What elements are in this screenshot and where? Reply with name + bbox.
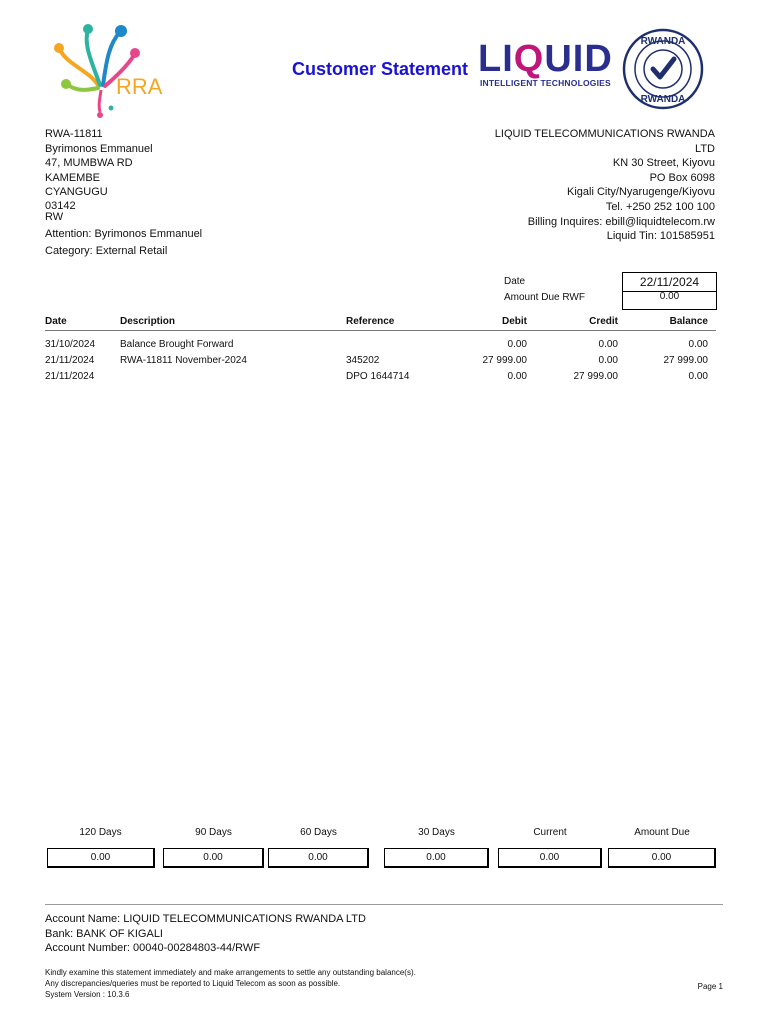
- amount-due-label: Amount Due RWF: [504, 292, 585, 303]
- customer-address-line: KAMEMBE: [45, 171, 101, 184]
- company-address-line: Billing Inquires: ebill@liquidtelecom.rw: [527, 215, 715, 228]
- company-address-line: LTD: [695, 142, 715, 155]
- customer-address-line: 47, MUMBWA RD: [45, 157, 133, 170]
- cell-balance: 0.00: [688, 371, 708, 382]
- cell-description: Balance Brought Forward: [120, 339, 234, 350]
- company-address: [495, 127, 715, 244]
- statement-date-label: Date: [504, 276, 526, 287]
- table-row: [45, 369, 716, 385]
- page-number: Page 1: [697, 982, 723, 991]
- liquid-logo-part-b: UID: [544, 38, 613, 80]
- aging-value-current: 0.00: [498, 848, 602, 868]
- transactions-table: [45, 314, 716, 385]
- company-address-line: Tel. +250 252 100 100: [605, 200, 715, 213]
- company-address-line: PO Box 6098: [649, 171, 715, 184]
- company-address-line: KN 30 Street, Kiyovu: [612, 157, 715, 170]
- col-header-debit: Debit: [502, 316, 527, 327]
- col-header-balance: Balance: [669, 316, 708, 327]
- customer-address-line: 03142: [45, 199, 76, 212]
- customer-address-line: RWA-11811: [45, 128, 103, 140]
- rra-logo: [48, 20, 178, 120]
- liquid-logo-part-a: LI: [478, 38, 514, 80]
- cell-credit: 27 999.00: [573, 371, 618, 382]
- cell-balance: 27 999.00: [663, 355, 708, 366]
- company-address-line: Liquid Tin: 101585951: [606, 230, 715, 243]
- cell-debit: 0.00: [507, 339, 527, 350]
- liquid-logo-part-q: Q: [513, 38, 545, 80]
- customer-category: Category: External Retail: [45, 244, 168, 257]
- page-title: Customer Statement: [292, 59, 469, 79]
- table-row: [45, 337, 716, 353]
- col-header-reference: Reference: [346, 316, 395, 327]
- table-header: [45, 314, 716, 331]
- liquid-logo-subtitle: INTELLIGENT TECHNOLOGIES: [480, 78, 611, 88]
- table-row: [45, 353, 716, 369]
- bank-account-number: Account Number: 00040-00284803-44/RWF: [45, 942, 261, 954]
- aging-value-120: 0.00: [47, 848, 155, 868]
- amount-due-value: 0.00: [622, 291, 717, 310]
- aging-label-60: 60 Days: [300, 827, 337, 838]
- company-address-line: LIQUID TELECOMMUNICATIONS RWANDA: [494, 128, 715, 140]
- footer-divider: [45, 904, 723, 905]
- bank-details: [45, 912, 366, 956]
- cell-date: 31/10/2024: [45, 339, 96, 350]
- cell-date: 21/11/2024: [45, 371, 95, 382]
- footer-note: Kindly examine this statement immediately and make arrangements to settle any outstanding balance(s).: [45, 968, 416, 977]
- aging-value-30: 0.00: [384, 848, 489, 868]
- rwanda-seal: [622, 28, 704, 110]
- cell-credit: 0.00: [598, 339, 618, 350]
- customer-address-line: CYANGUGU: [45, 186, 108, 199]
- customer-address: [45, 127, 202, 258]
- seal-top-text: RWANDA: [640, 36, 686, 47]
- cell-credit: 0.00: [598, 355, 618, 366]
- cell-debit: 27 999.00: [482, 355, 527, 366]
- aging-value-60: 0.00: [268, 848, 369, 868]
- cell-reference: DPO 1644714: [346, 371, 410, 382]
- aging-label-amount-due: Amount Due: [634, 827, 690, 838]
- statement-date-value: 22/11/2024: [622, 272, 717, 292]
- cell-reference: 345202: [346, 355, 380, 366]
- aging-value-amount-due: 0.00: [608, 848, 716, 868]
- rra-logo-text: RRA: [116, 74, 163, 99]
- cell-balance: 0.00: [688, 339, 708, 350]
- bank-name: Bank: BANK OF KIGALI: [45, 927, 163, 940]
- customer-attention: Attention: Byrimonos Emmanuel: [45, 227, 203, 240]
- aging-label-current: Current: [533, 827, 567, 838]
- cell-debit: 0.00: [507, 371, 527, 382]
- rra-splash-icon: [48, 20, 178, 120]
- customer-address-line: Byrimonos Emmanuel: [45, 142, 153, 155]
- customer-address-line: RW: [45, 210, 64, 223]
- seal-check-icon: [622, 28, 704, 110]
- aging-label-30: 30 Days: [418, 827, 455, 838]
- system-version: System Version : 10.3.6: [45, 990, 130, 999]
- company-address-line: Kigali City/Nyarugenge/Kiyovu: [567, 186, 715, 199]
- aging-value-90: 0.00: [163, 848, 264, 868]
- cell-description: RWA-11811 November-2024: [120, 355, 247, 366]
- cell-date: 21/11/2024: [45, 355, 95, 366]
- col-header-description: Description: [120, 316, 176, 327]
- footer-note: Any discrepancies/queries must be reported to Liquid Telecom as soon as possible.: [45, 979, 341, 988]
- footer-notes: [45, 967, 416, 1000]
- col-header-credit: Credit: [589, 316, 618, 327]
- liquid-logo: [478, 40, 613, 78]
- bank-account-name: Account Name: LIQUID TELECOMMUNICATIONS RWANDA LTD: [45, 913, 366, 925]
- col-header-date: Date: [45, 316, 67, 327]
- seal-bottom-text: RWANDA: [640, 94, 686, 105]
- aging-label-90: 90 Days: [195, 827, 232, 838]
- aging-label-120: 120 Days: [79, 827, 122, 838]
